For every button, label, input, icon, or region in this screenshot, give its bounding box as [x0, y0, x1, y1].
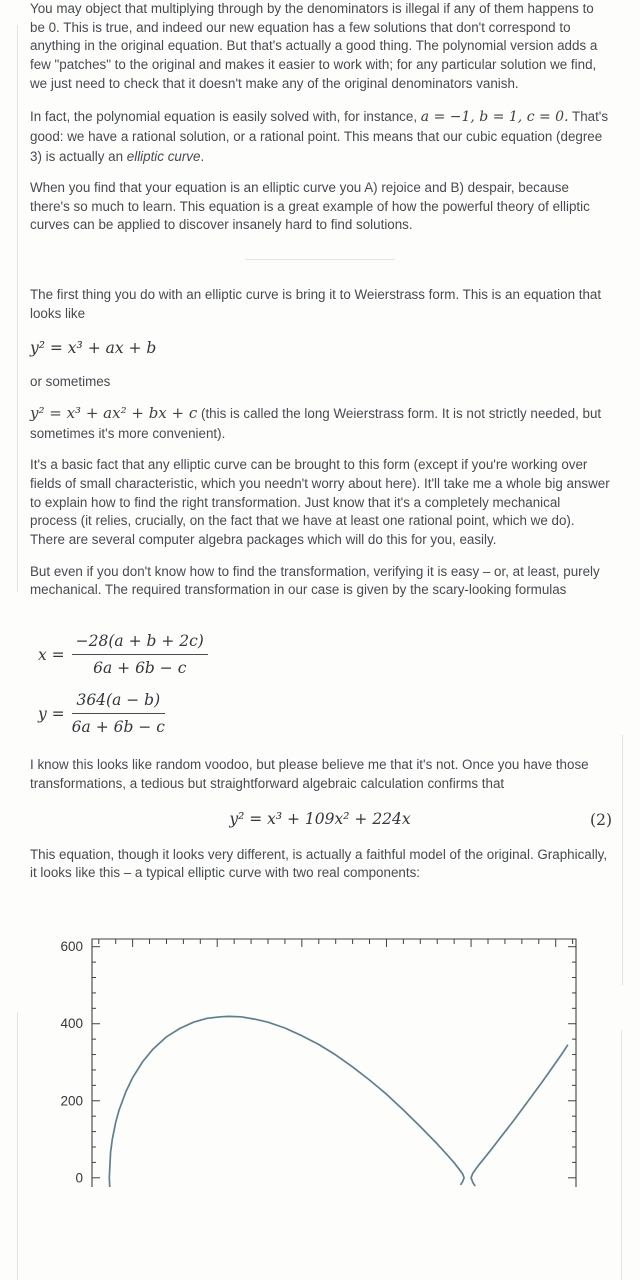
y-tick-label: 200	[60, 1093, 83, 1109]
paragraph-text: (this is called the long Weierstrass form. It is not strictly needed, but sometimes it's more convenient).	[30, 406, 602, 441]
article-body	[30, 0, 610, 1192]
fraction-denominator: 6a + 6b − c	[93, 659, 187, 678]
paragraph-text: That's good: we have a rational solution, or a rational point. This means that our cubic equation (degree 3) is actually an	[30, 108, 609, 164]
fraction	[72, 630, 208, 679]
equation-2-row	[30, 810, 610, 828]
transform-y-formula	[38, 689, 610, 738]
equation-2: y² = x³ + 109x² + 224x	[229, 809, 411, 828]
paragraph-voodoo: I know this looks like random voodoo, but please believe me that it's not. Once you have those transformations, a tedious but straightforward algebraic calculation confirms that	[30, 757, 589, 791]
x-axis-ticks	[99, 939, 573, 947]
elliptic-curve-figure	[0, 933, 640, 1192]
content-left-border	[17, 25, 18, 592]
fraction	[72, 689, 165, 738]
transform-x-formula	[38, 630, 610, 679]
paragraph-faithful-model: This equation, though it looks very different, is actually a faithful model of the original. Graphically, it looks like this – a typical elliptic curve with two real components:	[30, 846, 608, 881]
fraction-numerator: −28(a + b + 2c)	[72, 630, 208, 655]
paragraph-basic-fact: It's a basic fact that any elliptic curve can be brought to this form (except if you're working over fields of small characteristic, which you needn't worry about here). It'll take me a whole big answer to explain how to find the right transformation. Just know that it's a completely mechanical process (it relies, crucially, on the fact that we have at least one rational point, which we do). There are several computer algebra packages which will do this for you, easily.	[30, 457, 610, 548]
curve-path	[109, 1016, 464, 1187]
curve-series	[109, 1016, 567, 1187]
paragraph-verifying: But even if you don't know how to find the transformation, verifying it is easy – or, at least, purely mechanical. The required transformation in our case is given by the scary-looking formulas	[30, 563, 600, 598]
curve-path	[471, 1045, 567, 1185]
transformation-formulas	[30, 630, 610, 738]
y-axis-labels	[60, 939, 83, 1185]
equation-weierstrass-short: y² = x³ + ax + b	[30, 338, 157, 357]
paragraph-text: .	[200, 148, 205, 164]
inline-math-abc: a = −1, b = 1, c = 0.	[420, 108, 569, 125]
paragraph-or-sometimes: or sometimes	[30, 373, 111, 389]
paragraph-rational-point	[30, 107, 610, 167]
plot-frame	[92, 939, 576, 1187]
fraction-denominator: 6a + 6b − c	[71, 718, 165, 737]
emphasis-elliptic-curve: elliptic curve	[126, 148, 201, 164]
paragraph-weierstrass-long	[30, 404, 610, 443]
formula-lhs: x =	[38, 645, 65, 664]
elliptic-curve-plot	[0, 933, 640, 1187]
section-divider	[245, 259, 395, 260]
paragraph-rejoice-despair: When you find that your equation is an elliptic curve you A) rejoice and B) despair, because there's so much to learn. This equation is a great example of how the powerful theory of elliptic curves can be applied to discover insanely hard to find solutions.	[30, 180, 590, 233]
y-axis-ticks	[92, 947, 576, 1178]
paragraph-denominators: You may object that multiplying through by the denominators is illegal if any of them happens to be 0. This is true, and indeed our new equation has a few solutions that don't correspond to anything in the original equation. But that's actually a good thing. The polynomial version adds a few "patches" to the original and makes it easier to work with; for any particular solution we find, we just need to check that it doesn't make any of the original denominators vanish.	[30, 1, 598, 91]
y-tick-label: 0	[75, 1170, 83, 1186]
fraction-numerator: 364(a − b)	[72, 689, 165, 714]
y-tick-label: 400	[60, 1016, 83, 1032]
paragraph-text: In fact, the polynomial equation is easily solved with, for instance,	[30, 108, 421, 124]
equation-weierstrass-long: y² = x³ + ax² + bx + c	[30, 404, 198, 423]
paragraph-weierstrass-intro: The first thing you do with an elliptic curve is bring it to Weierstrass form. This is an equation that looks like	[30, 287, 602, 321]
equation-2-number: (2)	[590, 810, 612, 829]
formula-lhs: y =	[38, 704, 65, 723]
y-tick-label: 600	[60, 939, 83, 955]
